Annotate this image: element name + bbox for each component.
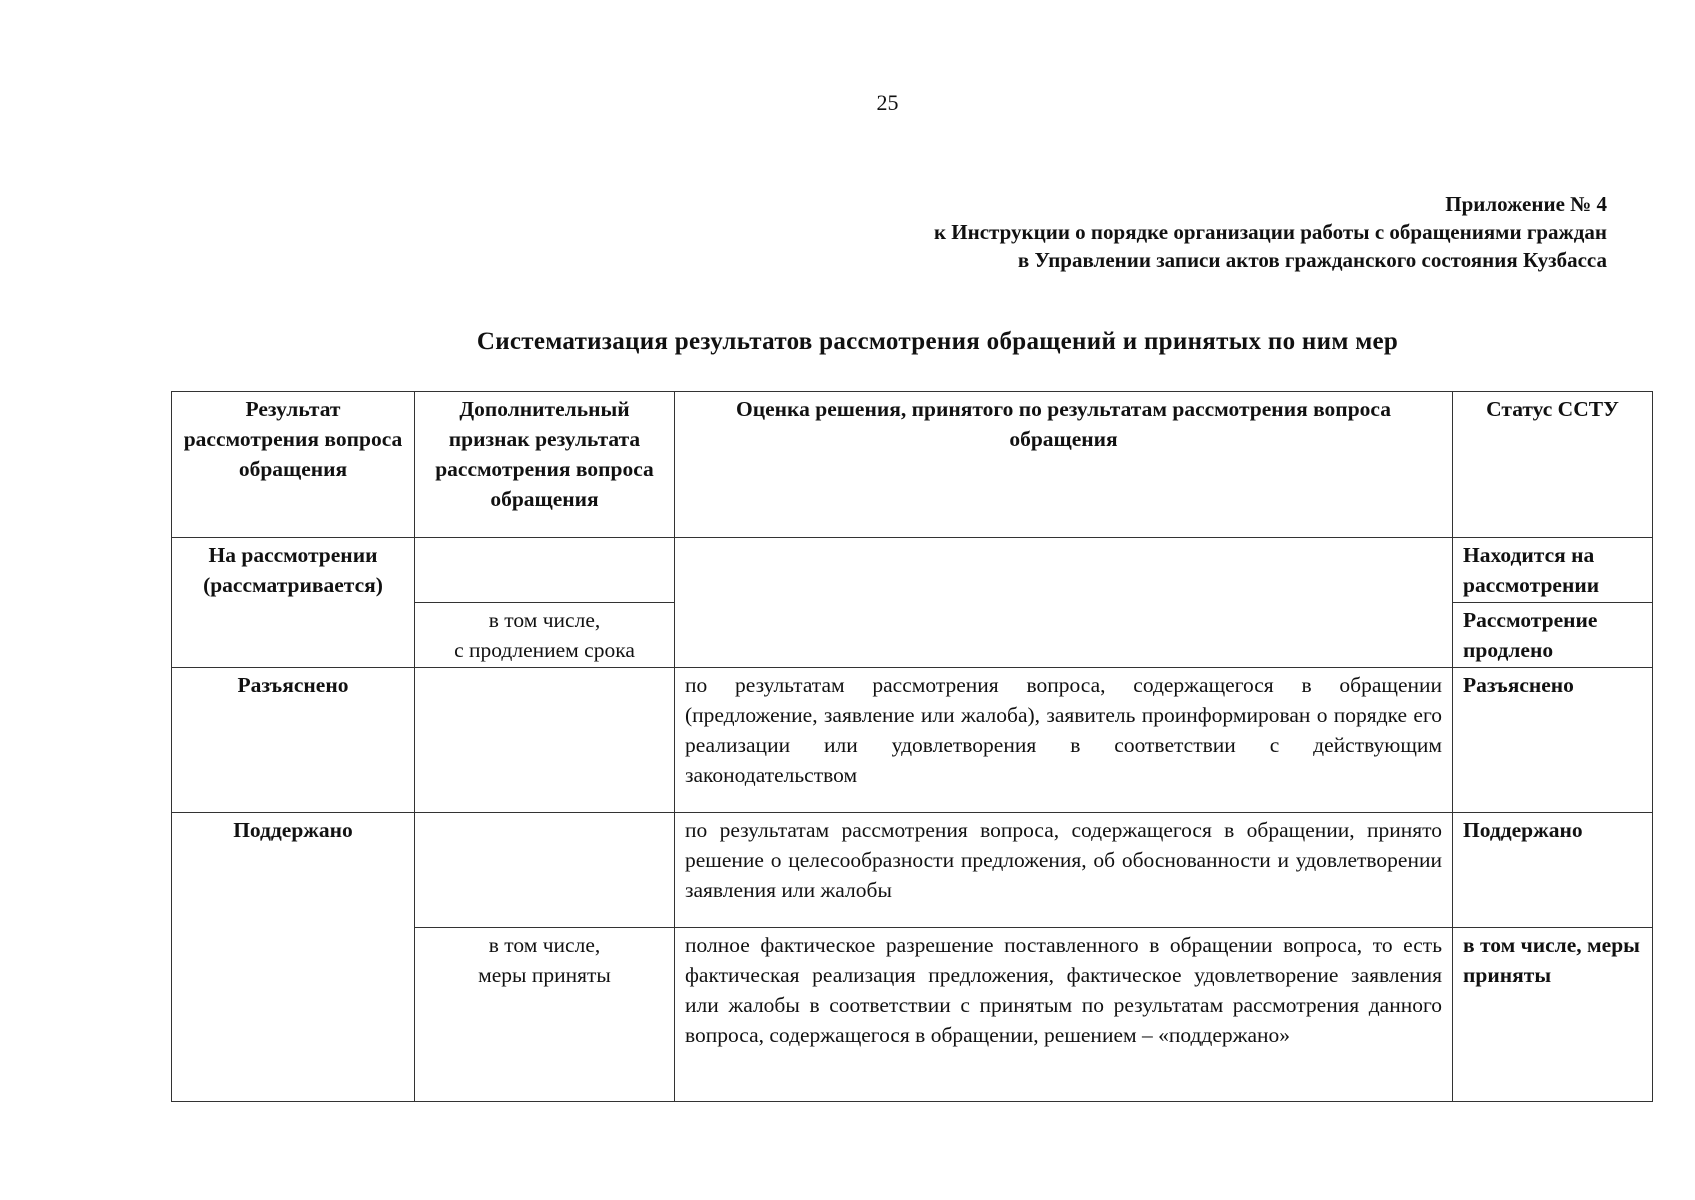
cell-status-measures: в том числе, меры приняты [1453, 928, 1653, 1102]
cell-eval-supported: по результатам рассмотрения вопроса, содержащегося в обращении, принято решение о целесообразности предложения, об обоснованности и удовлетворении заявления или жалобы [675, 813, 1453, 928]
cell-empty [415, 538, 675, 603]
cell-status-under-review: Находится на рассмотрении [1453, 538, 1653, 603]
cell-sign-measures [415, 928, 675, 1102]
cell-status-supported: Поддержано [1453, 813, 1653, 928]
header-additional-sign: Дополнительный признак результата рассмотрения вопроса обращения [415, 392, 675, 538]
appendix-line-2: к Инструкции о порядке организации работы с обращениями граждан [933, 220, 1607, 244]
table-header-row [172, 392, 1653, 538]
header-sstu-status: Статус ССТУ [1453, 392, 1653, 538]
cell-eval-explained: по результатам рассмотрения вопроса, содержащегося в обращении (предложение, заявление или жалоба), заявитель проинформирован о порядке его реализации или удовлетворения в соответствии с действующим законодательством [675, 668, 1453, 813]
cell-status-extended: Рассмотрение продлено [1453, 603, 1653, 668]
page-number: 25 [876, 90, 899, 115]
table-row [172, 668, 1653, 813]
cell-sign-extended-line-2: с продлением срока [454, 638, 635, 662]
cell-sign-extended-line-1: в том числе, [488, 608, 601, 632]
table-row [172, 538, 1653, 603]
document-title: Систематизация результатов рассмотрения обращений и принятых по ним мер [476, 328, 1399, 355]
appendix-header [934, 190, 1607, 274]
cell-status-explained: Разъяснено [1453, 668, 1653, 813]
cell-sign-measures-line-2: меры приняты [478, 963, 611, 987]
cell-sign-measures-line-1: в том числе, [488, 933, 601, 957]
appendix-line-3: в Управлении записи актов гражданского состояния Кузбасса [1017, 248, 1607, 272]
cell-result-under-review: На рассмотрении (рассматривается) [172, 538, 415, 668]
cell-sign-extended [415, 603, 675, 668]
cell-result-supported: Поддержано [172, 813, 415, 1102]
cell-result-explained: Разъяснено [172, 668, 415, 813]
cell-empty [415, 668, 675, 813]
table-row [172, 813, 1653, 928]
appendix-line-1: Приложение № 4 [1445, 192, 1607, 216]
header-evaluation: Оценка решения, принятого по результатам рассмотрения вопроса обращения [675, 392, 1453, 538]
header-result: Результат рассмотрения вопроса обращения [172, 392, 415, 538]
results-table [171, 391, 1653, 1102]
cell-empty [675, 538, 1453, 668]
cell-eval-measures: полное фактическое разрешение поставленного в обращении вопроса, то есть фактическая реализация предложения, фактическое удовлетворение заявления или жалобы в соответствии с принятым по результатам рассмотрения данного вопроса, содержащегося в обращении, решением – «поддержано» [675, 928, 1453, 1102]
cell-empty [415, 813, 675, 928]
